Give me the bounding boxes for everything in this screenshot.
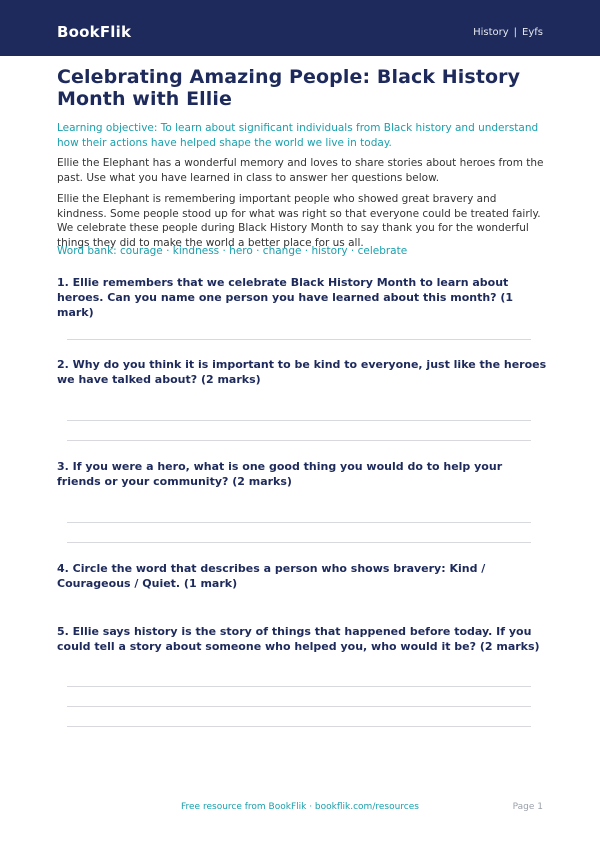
question-2: 2. Why do you think it is important to be kind to everyone, just like the heroes we have talked about? (2 marks) [57,358,547,386]
answer-line[interactable] [67,339,531,340]
intro-paragraph-2: Ellie the Elephant is remembering important people who showed great bravery and kindness. Some people stood up for what was right so that everyone could be treated fairly. We celebrate these people during Black History Month to say thank you for the wonderful things they did to make the world a better place for us all. [57,193,541,249]
question-3: 3. If you were a hero, what is one good thing you would do to help your friends or your community? (2 marks) [57,460,503,488]
answer-line[interactable] [67,440,531,441]
answer-line[interactable] [67,686,531,687]
breadcrumb-separator: | [513,27,518,38]
page-header [0,0,600,56]
answer-line[interactable] [67,726,531,727]
intro-paragraph-1: Ellie the Elephant has a wonderful memory and loves to share stories about heroes from the past. Use what you have learned in class to answer her questions below. [57,157,544,184]
breadcrumb-history[interactable]: History [473,27,509,38]
breadcrumb [473,26,543,40]
answer-line[interactable] [67,522,531,523]
question-4: 4. Circle the word that describes a person who shows bravery: Kind / Courageous / Quiet. (1 mark) [57,562,486,590]
answer-line[interactable] [67,420,531,421]
question-1: 1. Ellie remembers that we celebrate Black History Month to learn about heroes. Can you name one person you have learned about this month? (1 mark) [57,276,514,319]
brand-logo[interactable]: BookFlik [57,23,132,41]
footer-resource-link[interactable]: Free resource from BookFlik · bookflik.com/resources [181,802,419,812]
answer-line[interactable] [67,542,531,543]
page-number: Page 1 [512,802,543,812]
word-bank: Word bank: courage · kindness · hero · change · history · celebrate [57,245,408,257]
answer-line[interactable] [67,706,531,707]
page-title: Celebrating Amazing People: Black History Month with Ellie [57,66,521,110]
question-5: 5. Ellie says history is the story of things that happened before today. If you could tell a story about someone who helped you, who would it be? (2 marks) [57,625,540,653]
learning-objective: Learning objective: To learn about significant individuals from Black history and understand how their actions have helped shape the world we live in today. [57,122,539,149]
breadcrumb-eyfs[interactable]: Eyfs [522,27,543,38]
